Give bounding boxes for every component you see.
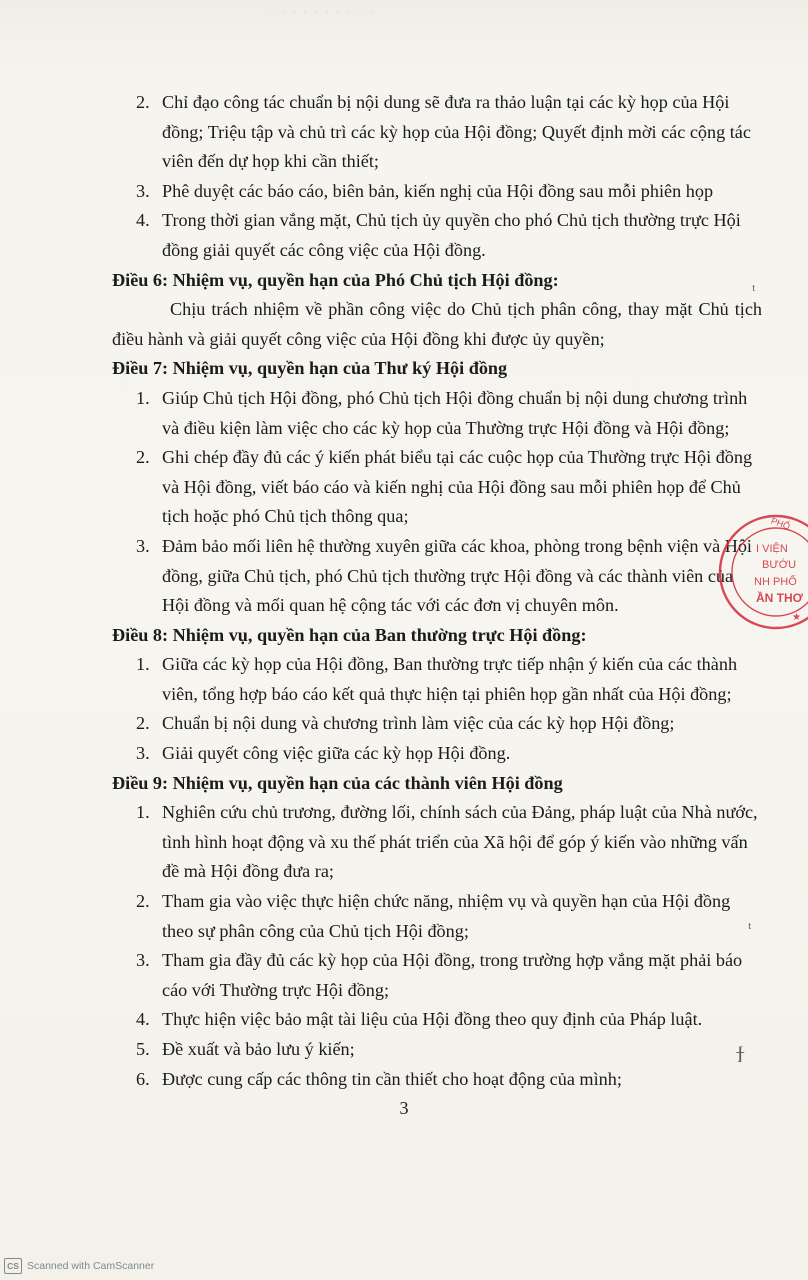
scanner-watermark-text: Scanned with CamScanner [27, 1260, 155, 1272]
item-number: 2. [136, 92, 150, 112]
list-item [112, 739, 762, 769]
item-number: 2. [136, 713, 150, 734]
article-6-heading: Điều 6: Nhiệm vụ, quyền hạn của Phó Chủ tịch Hội đồng: [112, 269, 559, 290]
item-text: Chuẩn bị nội dung và chương trình làm việc của các kỳ họp Hội đồng; [162, 713, 675, 734]
article-6-paragraph: Chịu trách nhiệm về phần công việc do Chủ tịch phân công, thay mặt Chủ tịch điều hành và giải quyết công việc của Hội đồng khi được ủy quyền; [112, 299, 762, 349]
list-item [112, 709, 762, 739]
list-item [112, 946, 762, 1005]
page-number: 3 [399, 1098, 409, 1118]
article-7-heading: Điều 7: Nhiệm vụ, quyền hạn của Thư ký Hội đồng [112, 358, 508, 379]
item-number: 1. [136, 387, 150, 408]
list-item [112, 88, 762, 177]
list-item [112, 1065, 762, 1095]
item-text: Tham gia đầy đủ các kỳ họp của Hội đồng, trong trường hợp vắng mặt phải báo cáo với Thường trực Hội đồng; [162, 950, 743, 1000]
document-body [112, 88, 762, 1094]
item-number: 2. [136, 447, 150, 468]
article-7-list [112, 384, 762, 621]
item-text: Giải quyết công việc giữa các kỳ họp Hội đồng. [162, 743, 511, 764]
item-number: 3. [136, 535, 150, 556]
seal-star: ★ [792, 612, 801, 623]
list-item [112, 532, 762, 621]
seal-text: NH PHỐ [754, 576, 797, 588]
official-seal-stamp [716, 512, 808, 632]
article-9-list [112, 798, 762, 1094]
item-number: 3. [136, 950, 150, 971]
margin-initial-mark: ᵗ [748, 918, 752, 938]
seal-text: PHỐ [769, 515, 792, 532]
seal-text: I VIỆN [756, 543, 788, 555]
scanner-watermark [0, 1256, 154, 1276]
item-number: 1. [136, 802, 150, 823]
item-number: 1. [136, 654, 150, 675]
list-item [112, 384, 762, 443]
list-item [112, 650, 762, 709]
item-number: 3. [136, 180, 150, 201]
item-text: Phê duyệt các báo cáo, biên bản, kiến nghị của Hội đồng sau mỗi phiên họp [162, 180, 714, 201]
item-number: 2. [136, 891, 150, 912]
list-item [112, 443, 762, 532]
item-text: Ghi chép đầy đủ các ý kiến phát biểu tại các cuộc họp của Thường trực Hội đồng và Hội đồng, viết báo cáo và kiến nghị của Hội đồng sau mỗi phiên họp để Chủ tịch hoặc phó Chủ tịch thông qua; [162, 447, 753, 527]
list-item [112, 1035, 762, 1065]
item-text: Đề xuất và bảo lưu ý kiến; [162, 1039, 355, 1059]
item-text: Chỉ đạo công tác chuẩn bị nội dung sẽ đưa ra thảo luận tại các kỳ họp của Hội đồng; Triệu tập và chủ trì các kỳ họp của Hội đồng; Quyết định mời các cộng tác viên đến dự họp khi cần thiết; [162, 92, 751, 172]
seal-text: ẦN THƠ [756, 591, 803, 605]
item-text: Giữa các kỳ họp của Hội đồng, Ban thường trực tiếp nhận ý kiến của các thành viên, tổng hợp báo cáo kết quả thực hiện tại phiên họp gần nhất của Hội đồng; [162, 654, 738, 704]
item-number: 3. [136, 743, 150, 764]
list-item [112, 887, 762, 946]
list-item [112, 206, 762, 265]
item-text: Tham gia vào việc thực hiện chức năng, nhiệm vụ và quyền hạn của Hội đồng theo sự phân công của Chủ tịch Hội đồng; [162, 891, 731, 941]
list-top [112, 88, 762, 266]
item-number: 5. [136, 1039, 150, 1059]
margin-initial-mark: ᵗ [752, 280, 756, 300]
camscanner-logo-icon: CS [4, 1258, 22, 1274]
item-text: Trong thời gian vắng mặt, Chủ tịch ủy quyền cho phó Chủ tịch thường trực Hội đồng giải quyết các công việc của Hội đồng. [162, 210, 741, 260]
list-item [112, 1005, 762, 1035]
margin-initial-mark: ϯ [736, 1042, 745, 1067]
item-number: 4. [136, 210, 150, 231]
list-item [112, 798, 762, 887]
item-text: Thực hiện việc bảo mật tài liệu của Hội đồng theo quy định của Pháp luật. [162, 1009, 703, 1030]
item-number: 6. [136, 1068, 150, 1089]
bleed-through-text: · · · · · · · · · · [270, 4, 375, 18]
item-text: Nghiên cứu chủ trương, đường lối, chính sách của Đảng, pháp luật của Nhà nước, tình hình hoạt động và xu thế phát triển của Xã hội để góp ý kiến vào những vấn đề mà Hội đồng đưa ra; [162, 802, 758, 882]
article-8-heading: Điều 8: Nhiệm vụ, quyền hạn của Ban thường trực Hội đồng: [112, 624, 587, 645]
item-text: Giúp Chủ tịch Hội đồng, phó Chủ tịch Hội đồng chuẩn bị nội dung chương trình và điều kiện làm việc cho các kỳ họp của Thường trực Hội đồng và Hội đồng; [162, 387, 748, 438]
article-9-heading: Điều 9: Nhiệm vụ, quyền hạn của các thành viên Hội đồng [112, 772, 563, 793]
item-number: 4. [136, 1009, 150, 1030]
item-text: Đảm bảo mối liên hệ thường xuyên giữa các khoa, phòng trong bệnh viện và Hội đồng, giữa Chủ tịch, phó Chủ tịch thường trực Hội đồng và các thành viên của Hội đồng và mối quan hệ cộng tác với các đơn vị chuyên môn. [162, 535, 752, 616]
article-8-list [112, 650, 762, 768]
seal-text: BƯỚU [762, 559, 797, 571]
list-item [112, 177, 762, 207]
item-text: Được cung cấp các thông tin cần thiết cho hoạt động của mình; [162, 1068, 622, 1089]
